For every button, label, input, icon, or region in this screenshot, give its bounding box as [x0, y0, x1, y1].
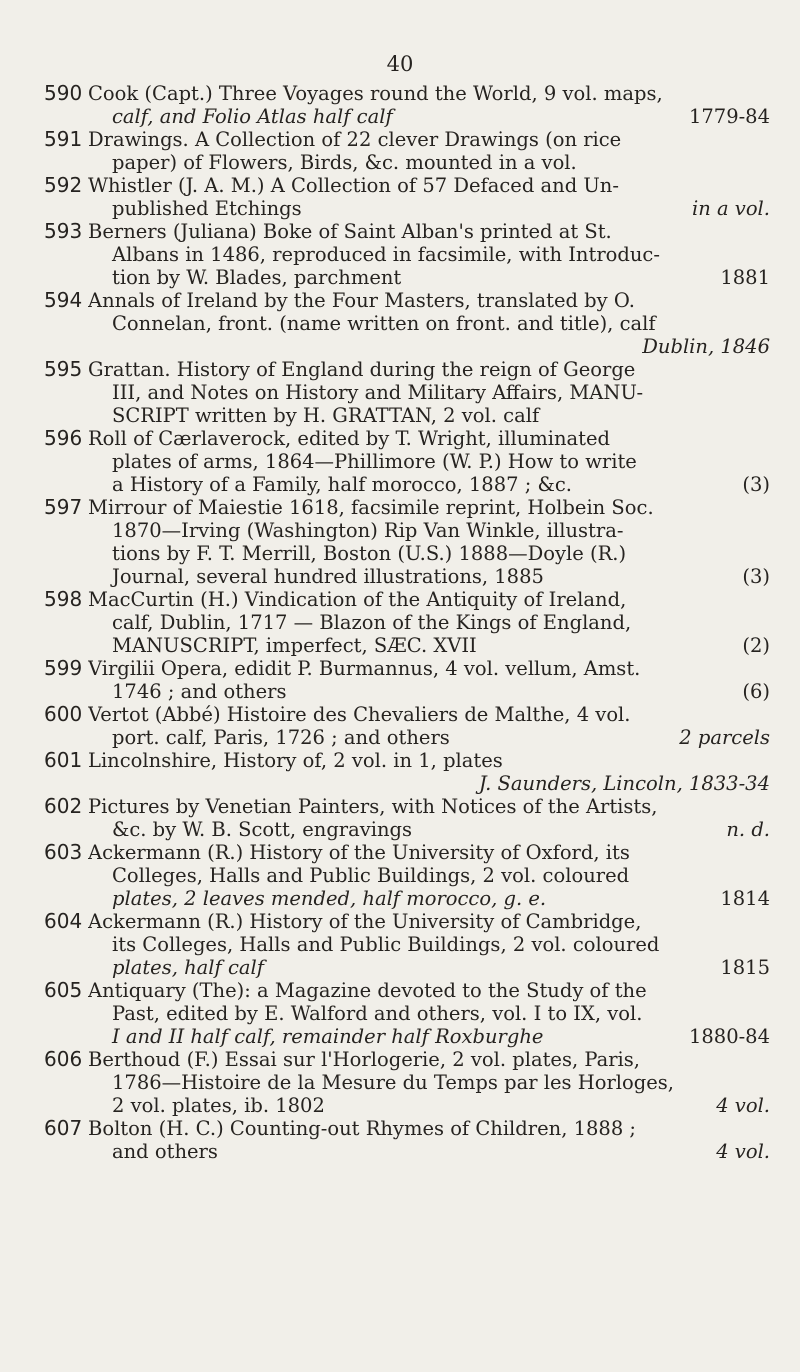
- lot-number: 607: [44, 1116, 83, 1140]
- lot-number: 599: [44, 656, 83, 680]
- entry-line: Pictures by Venetian Painters, with Notices of the Artists,: [88, 795, 658, 818]
- entry-line: Berners (Juliana) Boke of Saint Alban's printed at St.: [88, 220, 612, 243]
- lot-number: 602: [44, 794, 83, 818]
- entry-line: [88, 818, 770, 841]
- lot-number: 603: [44, 840, 83, 864]
- entry-line: Drawings. A Collection of 22 clever Drawings (on rice: [88, 128, 622, 151]
- entry-text: a History of a Family, half morocco, 1887 ; &c.: [112, 473, 572, 496]
- entry-line: Dublin, 1846: [642, 335, 770, 358]
- entry-text: 1746 ; and others: [112, 680, 287, 703]
- entry-line: Antiquary (The): a Magazine devoted to the Study of the: [88, 979, 647, 1002]
- entry-line: Cook (Capt.) Three Voyages round the World, 9 vol. maps,: [88, 82, 663, 105]
- entry-line: Connelan, front. (name written on front. and title), calf: [112, 312, 656, 335]
- catalogue-entry: [44, 703, 770, 749]
- entry-line: Roll of Cærlaverock, edited by T. Wright, illuminated: [88, 427, 611, 450]
- entry-date: 1779-84: [688, 105, 770, 128]
- lot-number: 593: [44, 219, 83, 243]
- catalogue-entry: [44, 427, 770, 496]
- entry-line: MacCurtin (H.) Vindication of the Antiquity of Ireland,: [88, 588, 627, 611]
- entry-line: [88, 634, 770, 657]
- catalogue-entry: [44, 795, 770, 841]
- entry-line: SCRIPT written by H. GRATTAN, 2 vol. calf: [112, 404, 540, 427]
- entry-line: 1870—Irving (Washington) Rip Van Winkle, illustra-: [112, 519, 624, 542]
- entry-count: 4 vol.: [716, 1094, 770, 1117]
- lot-number: 597: [44, 495, 83, 519]
- entry-date: 1881: [720, 266, 770, 289]
- entry-text: published Etchings: [112, 197, 302, 220]
- catalogue-entry: [44, 657, 770, 703]
- lot-number: 594: [44, 288, 83, 312]
- entry-line: Past, edited by E. Walford and others, vol. I to IX, vol.: [112, 1002, 643, 1025]
- lot-number: 600: [44, 702, 83, 726]
- catalogue-entries: [44, 82, 770, 1163]
- catalogue-entry: [44, 588, 770, 657]
- lot-number: 595: [44, 357, 83, 381]
- entry-count: (3): [742, 473, 770, 496]
- entry-line: Virgilii Opera, edidit P. Burmannus, 4 vol. vellum, Amst.: [88, 657, 641, 680]
- lot-number: 592: [44, 173, 83, 197]
- entry-text: MANUSCRIPT, imperfect, SÆC. XVII: [112, 634, 477, 657]
- lot-number: 598: [44, 587, 83, 611]
- catalogue-entry: [44, 358, 770, 427]
- entry-line: Lincolnshire, History of, 2 vol. in 1, plates: [88, 749, 503, 772]
- catalogue-entry: [44, 1048, 770, 1117]
- entry-date: 1814: [720, 887, 770, 910]
- entry-text: plates, 2 leaves mended, half morocco, g. e.: [112, 887, 547, 910]
- entry-count: (6): [742, 680, 770, 703]
- entry-date: in a vol.: [691, 197, 770, 220]
- entry-line: [88, 565, 770, 588]
- catalogue-entry: [44, 1117, 770, 1163]
- entry-line: [88, 956, 770, 979]
- lot-number: 590: [44, 81, 83, 105]
- entry-count: 4 vol.: [716, 1140, 770, 1163]
- entry-line: Grattan. History of England during the reign of George: [88, 358, 636, 381]
- lot-number: 596: [44, 426, 83, 450]
- entry-text: and others: [112, 1140, 218, 1163]
- entry-text: port. calf, Paris, 1726 ; and others: [112, 726, 450, 749]
- entry-line: [88, 266, 770, 289]
- entry-text: Journal, several hundred illustrations, 1885: [112, 565, 544, 588]
- entry-line: Ackermann (R.) History of the University of Cambridge,: [88, 910, 642, 933]
- entry-count: (3): [742, 565, 770, 588]
- entry-line: Bolton (H. C.) Counting-out Rhymes of Children, 1888 ;: [88, 1117, 636, 1140]
- entry-count: (2): [742, 634, 770, 657]
- entry-text: &c. by W. B. Scott, engravings: [112, 818, 413, 841]
- entry-line: [88, 197, 770, 220]
- entry-line: its Colleges, Halls and Public Buildings, 2 vol. coloured: [112, 933, 660, 956]
- entry-count: 2 parcels: [679, 726, 770, 749]
- catalogue-entry: [44, 979, 770, 1048]
- catalogue-entry: [44, 174, 770, 220]
- entry-date: 1880-84: [688, 1025, 770, 1048]
- lot-number: 604: [44, 909, 83, 933]
- catalogue-entry: [44, 82, 770, 128]
- entry-line: [88, 1094, 770, 1117]
- catalogue-entry: [44, 910, 770, 979]
- entry-line: Vertot (Abbé) Histoire des Chevaliers de Malthe, 4 vol.: [88, 703, 631, 726]
- entry-line: Colleges, Halls and Public Buildings, 2 vol. coloured: [112, 864, 630, 887]
- entry-text: plates, half calf: [112, 956, 264, 979]
- catalogue-entry: [44, 220, 770, 289]
- entry-line: 1786—Histoire de la Mesure du Temps par les Horloges,: [112, 1071, 674, 1094]
- entry-line: Mirrour of Maiestie 1618, facsimile reprint, Holbein Soc.: [88, 496, 654, 519]
- entry-date: 1815: [720, 956, 770, 979]
- lot-number: 606: [44, 1047, 83, 1071]
- page-number: 40: [386, 52, 414, 76]
- entry-date: n. d.: [726, 818, 770, 841]
- entry-text: 2 vol. plates, ib. 1802: [112, 1094, 325, 1117]
- entry-line: plates of arms, 1864—Phillimore (W. P.) How to write: [112, 450, 637, 473]
- entry-line: [88, 105, 770, 128]
- entry-line: [88, 473, 770, 496]
- entry-text: I and II half calf, remainder half Roxburghe: [112, 1025, 544, 1048]
- entry-line: [88, 887, 770, 910]
- entry-line: Ackermann (R.) History of the University of Oxford, its: [88, 841, 630, 864]
- lot-number: 605: [44, 978, 83, 1002]
- entry-line: Annals of Ireland by the Four Masters, translated by O.: [88, 289, 635, 312]
- catalogue-entry: [44, 496, 770, 588]
- entry-line: Albans in 1486, reproduced in facsimile, with Introduc-: [112, 243, 660, 266]
- entry-line: [88, 680, 770, 703]
- entry-line: paper) of Flowers, Birds, &c. mounted in a vol.: [112, 151, 577, 174]
- entry-line: tions by F. T. Merrill, Boston (U.S.) 1888—Doyle (R.): [112, 542, 627, 565]
- lot-number: 591: [44, 127, 83, 151]
- catalogue-entry: [44, 128, 770, 174]
- catalogue-entry: [44, 289, 770, 358]
- entry-line: Whistler (J. A. M.) A Collection of 57 Defaced and Un-: [88, 174, 619, 197]
- entry-line: calf, Dublin, 1717 — Blazon of the Kings of England,: [112, 611, 632, 634]
- entry-line: [88, 726, 770, 749]
- catalogue-entry: [44, 841, 770, 910]
- catalogue-entry: [44, 749, 770, 795]
- entry-line: J. Saunders, Lincoln, 1833-34: [478, 772, 770, 795]
- entry-text: calf, and Folio Atlas half calf: [112, 105, 393, 128]
- entry-line: [88, 1140, 770, 1163]
- entry-line: [88, 1025, 770, 1048]
- entry-line: III, and Notes on History and Military Affairs, MANU-: [112, 381, 644, 404]
- entry-line: Berthoud (F.) Essai sur l'Horlogerie, 2 vol. plates, Paris,: [88, 1048, 640, 1071]
- entry-text: tion by W. Blades, parchment: [112, 266, 402, 289]
- lot-number: 601: [44, 748, 83, 772]
